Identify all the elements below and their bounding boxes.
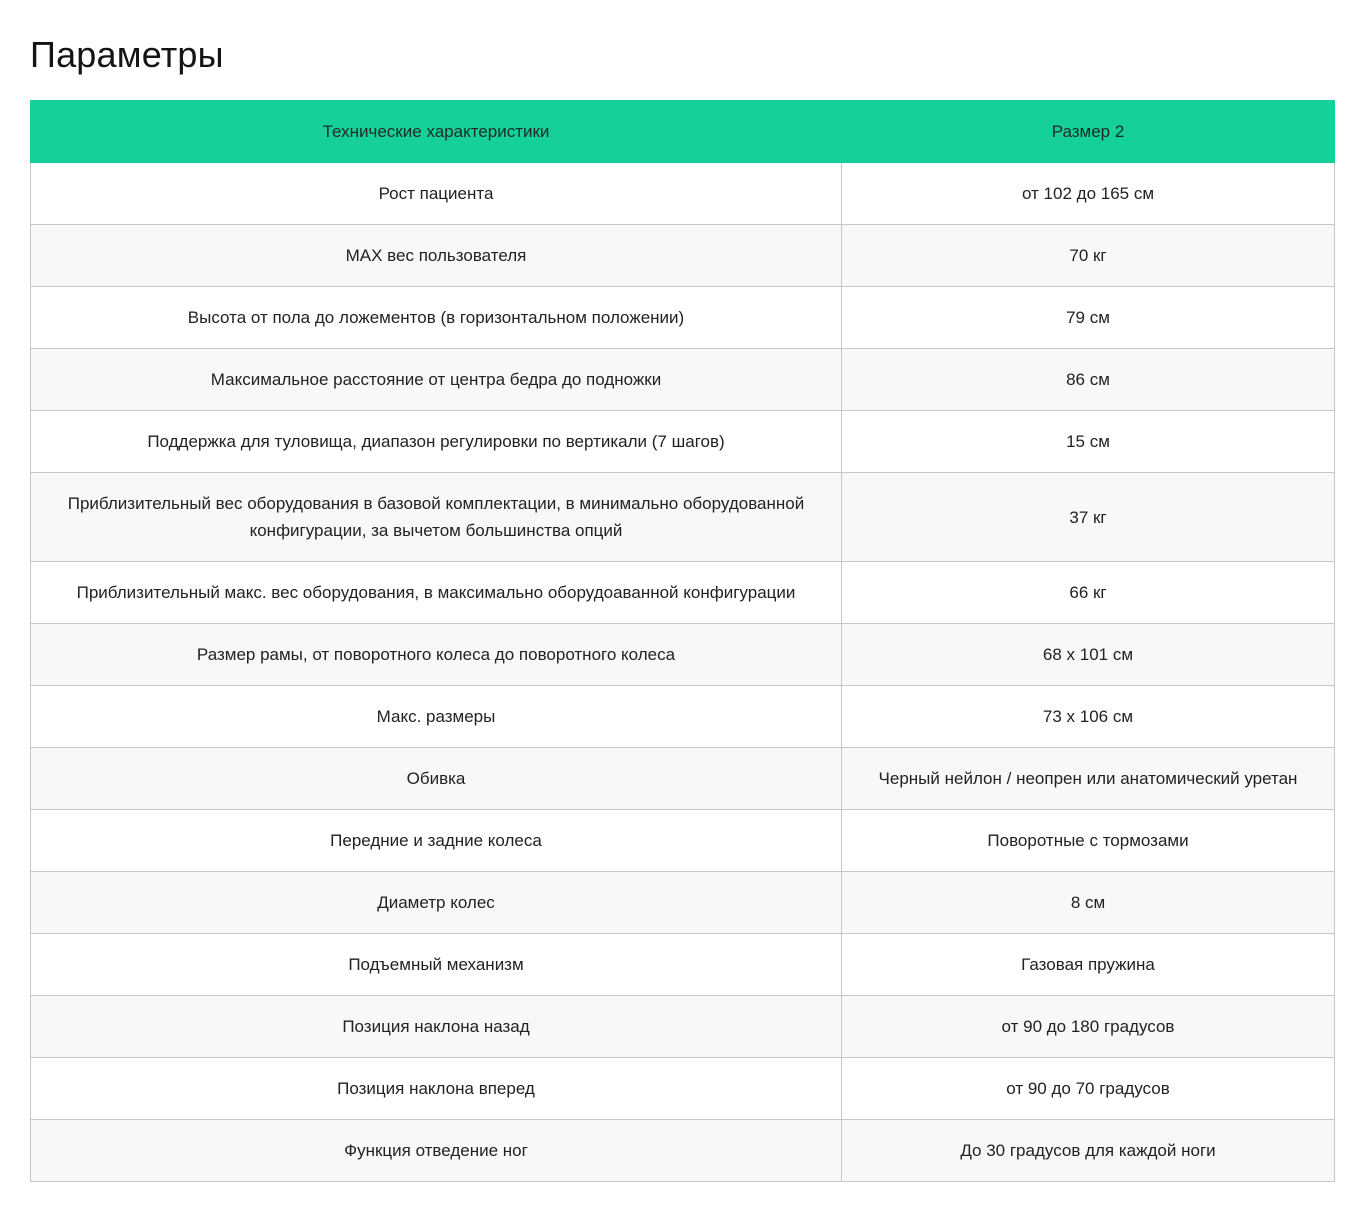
table-row [31,624,1335,686]
row-label: Приблизительный макс. вес оборудования, в максимально оборудоаванной конфигурации [31,562,842,624]
row-value: 15 см [842,411,1335,473]
row-value: 68 x 101 см [842,624,1335,686]
row-label: Приблизительный вес оборудования в базовой комплектации, в минимально оборудованной конфигурации, за вычетом большинства опций [31,473,842,562]
row-label: Максимальное расстояние от центра бедра до подножки [31,349,842,411]
row-label: Высота от пола до ложементов (в горизонтальном положении) [31,287,842,349]
row-value: от 102 до 165 см [842,163,1335,225]
page-title: Параметры [30,34,224,75]
row-value: 37 кг [842,473,1335,562]
table-row [31,810,1335,872]
table-header-row [31,101,1335,163]
table-row [31,1120,1335,1182]
row-value: 73 x 106 см [842,686,1335,748]
row-label: Позиция наклона вперед [31,1058,842,1120]
row-value: Газовая пружина [842,934,1335,996]
row-label: Макс. размеры [31,686,842,748]
table-row [31,411,1335,473]
row-value: 86 см [842,349,1335,411]
table-row [31,934,1335,996]
row-value: от 90 до 180 градусов [842,996,1335,1058]
row-label: MAX вес пользователя [31,225,842,287]
table-row [31,996,1335,1058]
table-row [31,686,1335,748]
table-row [31,562,1335,624]
row-label: Поддержка для туловища, диапазон регулировки по вертикали (7 шагов) [31,411,842,473]
header-size: Размер 2 [842,101,1335,163]
row-value: До 30 градусов для каждой ноги [842,1120,1335,1182]
row-label: Рост пациента [31,163,842,225]
row-value: Поворотные с тормозами [842,810,1335,872]
table-row [31,473,1335,562]
row-label: Функция отведение ног [31,1120,842,1182]
table-row [31,287,1335,349]
row-label: Размер рамы, от поворотного колеса до поворотного колеса [31,624,842,686]
row-value: от 90 до 70 градусов [842,1058,1335,1120]
row-value: 79 см [842,287,1335,349]
table-row [31,748,1335,810]
header-characteristic: Технические характеристики [31,101,842,163]
row-value: 66 кг [842,562,1335,624]
row-value: 8 см [842,872,1335,934]
table-row [31,349,1335,411]
table-row [31,872,1335,934]
row-label: Обивка [31,748,842,810]
row-label: Подъемный механизм [31,934,842,996]
row-label: Позиция наклона назад [31,996,842,1058]
row-label: Передние и задние колеса [31,810,842,872]
table-row [31,1058,1335,1120]
row-label: Диаметр колес [31,872,842,934]
row-value: 70 кг [842,225,1335,287]
table-row [31,225,1335,287]
table-row [31,163,1335,225]
spec-table [30,100,1335,1182]
row-value: Черный нейлон / неопрен или анатомический уретан [842,748,1335,810]
